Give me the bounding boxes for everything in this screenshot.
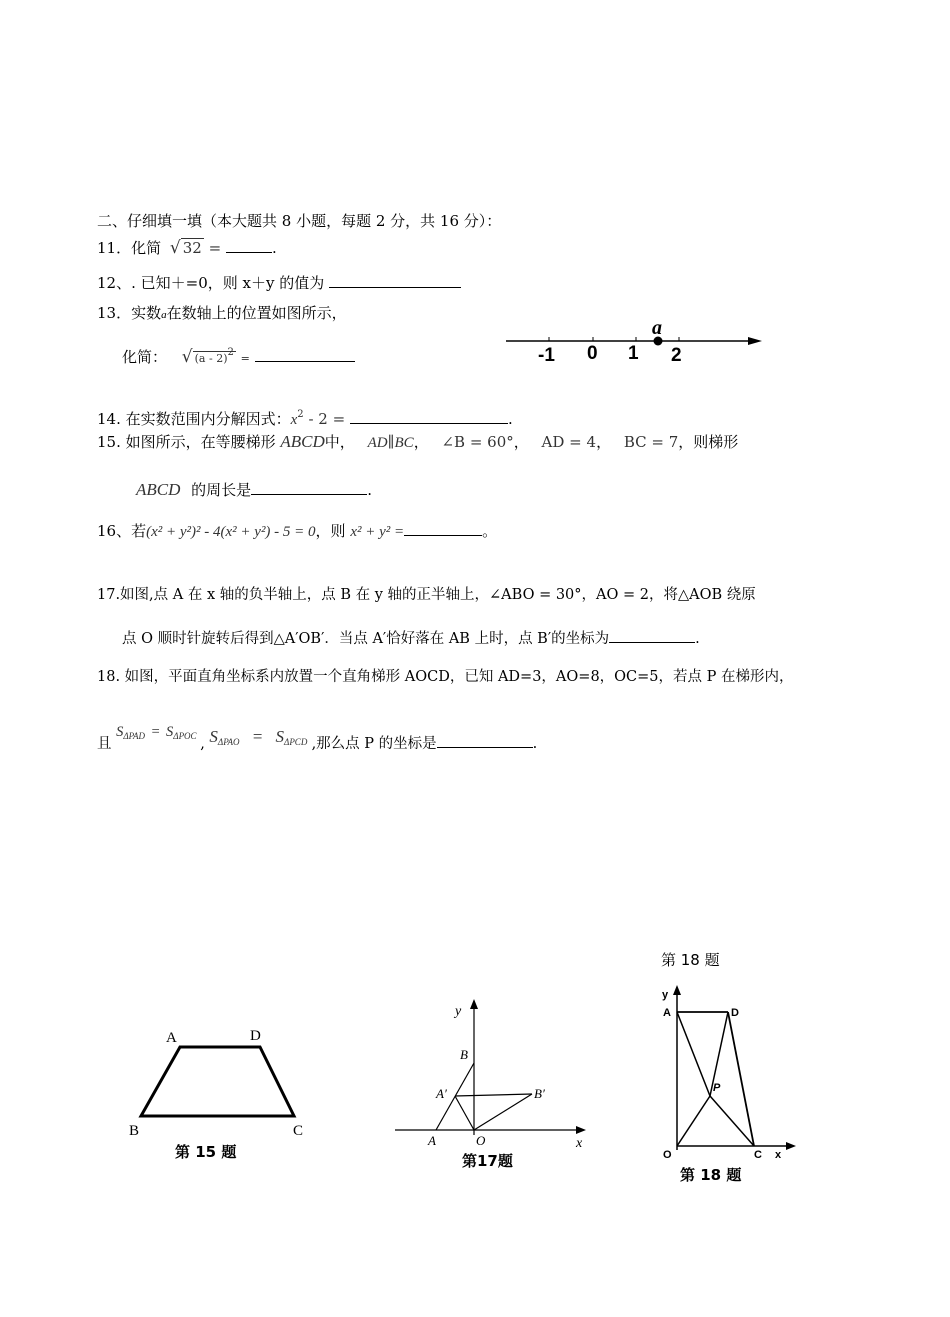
- q16-ask: x² + y² =: [350, 524, 405, 540]
- label-c: C: [293, 1123, 304, 1139]
- section-heading: 二、仔细填一填（本大题共 8 小题，每题 2 分，共 16 分）：: [97, 212, 502, 230]
- y-axis-arrow-icon: [673, 985, 681, 995]
- tick-label-2: 2: [671, 345, 682, 366]
- label-p: P: [713, 1082, 721, 1094]
- q12-text: 12、. 已知＋=0，则 x＋y 的值为: [97, 274, 325, 292]
- segment-dc: [728, 1012, 754, 1146]
- q18-s4-sub: ΔPCD: [284, 737, 308, 747]
- question-17-line2: [122, 627, 700, 648]
- q16-suffix: 。: [482, 522, 498, 540]
- q17-answer-blank[interactable]: [609, 628, 695, 643]
- q13-power: 2: [227, 347, 234, 358]
- q11-radicand: 32: [182, 239, 202, 257]
- x-axis-arrow-icon: [786, 1142, 796, 1150]
- figure-18-caption: 第 18 题: [680, 1166, 742, 1184]
- label-c: C: [754, 1149, 762, 1161]
- question-15-line1: 15. 如图所示，在等腰梯形 ABCD中， AD∥BC， ∠B = 60°， AD = 4， BC = 7，则梯形: [97, 432, 739, 451]
- number-line: [500, 312, 770, 368]
- x-axis-arrow-icon: [576, 1126, 586, 1134]
- q15-cond1: AD∥BC: [367, 435, 414, 451]
- q15-answer-blank[interactable]: [251, 480, 367, 495]
- label-b-prime: B′: [534, 1086, 545, 1101]
- q15-shape: ABCD: [280, 432, 325, 451]
- label-y: y: [455, 1004, 462, 1019]
- q18-eq2: =: [251, 727, 264, 746]
- point-a-label: a: [652, 317, 662, 339]
- label-o: O: [663, 1149, 672, 1161]
- q14-rest: - 2 =: [303, 410, 346, 428]
- segment-a1o: [455, 1096, 474, 1130]
- question-14: [97, 408, 513, 429]
- figure-18-top-caption: 第 18 题: [661, 951, 720, 969]
- tick-label-neg1: -1: [538, 345, 555, 366]
- q18-s3: S: [209, 727, 218, 746]
- q18-s4: S: [275, 727, 285, 746]
- figure-18: [650, 980, 810, 1190]
- q18-suffix: .: [532, 736, 538, 752]
- y-axis-arrow-icon: [470, 999, 478, 1009]
- trapezoid-abcd: [141, 1047, 294, 1116]
- q18-comma: ,: [200, 736, 205, 752]
- figure-17: [390, 995, 600, 1175]
- q13-var: a: [161, 309, 167, 321]
- label-a: A: [166, 1030, 177, 1046]
- label-d: D: [731, 1007, 739, 1019]
- tick-label-0: 0: [587, 343, 598, 364]
- question-12: [97, 272, 461, 293]
- q18-tail: ,那么点 P 的坐标是: [311, 736, 437, 752]
- q15-cond3: AD = 4: [541, 433, 597, 451]
- q18-qie: 且: [97, 736, 112, 752]
- label-d: D: [250, 1028, 261, 1044]
- figure-15: [120, 1020, 320, 1165]
- q12-answer-blank[interactable]: [329, 273, 461, 288]
- question-17-line1: 17.如图,点 A 在 x 轴的负半轴上，点 B 在 y 轴的正半轴上，∠ABO = 30°，AO = 2，将△AOB 绕原: [97, 587, 756, 603]
- q15-suffix: .: [367, 481, 372, 499]
- q15-tail: ，则梯形: [678, 433, 739, 451]
- q16-mid: ，则: [315, 522, 346, 540]
- q18-s1: S: [116, 724, 124, 740]
- q11-answer-blank[interactable]: [226, 238, 272, 253]
- q18-s3-sub: ΔPAO: [217, 737, 240, 747]
- q14-power: 2: [297, 409, 304, 420]
- figure-15-caption: 第 15 题: [175, 1143, 237, 1161]
- q14-suffix: .: [507, 410, 513, 428]
- label-x: x: [775, 1149, 782, 1161]
- q18-s1-sub: ΔPAD: [123, 731, 145, 741]
- label-a: A: [428, 1133, 436, 1148]
- question-13-line2: 化简： √ (a - 2)2 =: [122, 346, 355, 367]
- q15-line2-shape: ABCD: [136, 480, 181, 499]
- q18-s2-sub: ΔPOC: [173, 731, 197, 741]
- q18-answer-blank[interactable]: [437, 733, 533, 748]
- q13-answer-blank[interactable]: [255, 351, 355, 362]
- q15-cond4: BC = 7: [623, 433, 679, 451]
- segment-pc: [710, 1096, 754, 1146]
- q13-eq: =: [240, 352, 250, 365]
- label-o: O: [476, 1133, 486, 1148]
- tick-label-1: 1: [628, 343, 639, 364]
- q17-suffix: .: [695, 631, 700, 647]
- question-15-line2: [136, 479, 372, 500]
- q11-eq: =: [208, 239, 222, 257]
- q15-cond2: ∠B = 60°: [441, 433, 514, 451]
- q18-s2: S: [166, 724, 174, 740]
- question-16: [97, 520, 497, 541]
- label-b: B: [460, 1047, 468, 1062]
- label-a-prime: A′: [436, 1086, 447, 1101]
- q14-expr: x: [290, 412, 298, 428]
- label-x: x: [576, 1136, 583, 1151]
- q14-answer-blank[interactable]: [350, 409, 508, 424]
- q13-radicand: (a - 2): [194, 352, 228, 365]
- segment-pa: [677, 1012, 710, 1096]
- q15-prefix: 15. 如图所示，在等腰梯形: [97, 433, 276, 451]
- label-a: A: [663, 1007, 671, 1019]
- q18-eq1: =: [150, 724, 161, 740]
- segment-po: [677, 1096, 710, 1146]
- q14-prefix: 14. 在实数范围内分解因式：: [97, 410, 291, 428]
- q13-line1b: 在数轴上的位置如图所示，: [166, 304, 347, 322]
- segment-a1b1: [455, 1094, 532, 1096]
- q16-expr: (x² + y²)² - 4(x² + y²) - 5 = 0: [146, 524, 316, 540]
- label-b: B: [129, 1123, 140, 1139]
- question-18-line2: [97, 724, 538, 753]
- question-18-line1: 18. 如图，平面直角坐标系内放置一个直角梯形 AOCD，已知 AD=3，AO=8，OC=5，若点 P 在梯形内，: [97, 669, 794, 685]
- number-line-arrow-icon: [748, 337, 762, 345]
- q17-line2: 点 O 顺时针旋转后得到△A′OB′．当点 A′恰好落在 AB 上时，点 B′的坐标为: [122, 631, 610, 647]
- q13-line1: 13．实数: [97, 304, 162, 322]
- q11-sqrt: √ 32: [169, 238, 202, 258]
- question-13-line1: [97, 302, 347, 323]
- q15-mid: 中，: [324, 433, 355, 451]
- q15-line2: 的周长是: [191, 481, 252, 499]
- q11-prefix: 11．化简: [97, 239, 162, 257]
- figure-17-caption: 第17题: [462, 1152, 513, 1170]
- q11-suffix: .: [271, 239, 277, 257]
- q13-simplify: 化简：: [122, 348, 168, 366]
- question-11: [97, 237, 277, 258]
- label-y: y: [662, 989, 669, 1001]
- q16-answer-blank[interactable]: [404, 521, 482, 536]
- q16-prefix: 16、若: [97, 522, 147, 540]
- segment-ob1: [474, 1094, 532, 1130]
